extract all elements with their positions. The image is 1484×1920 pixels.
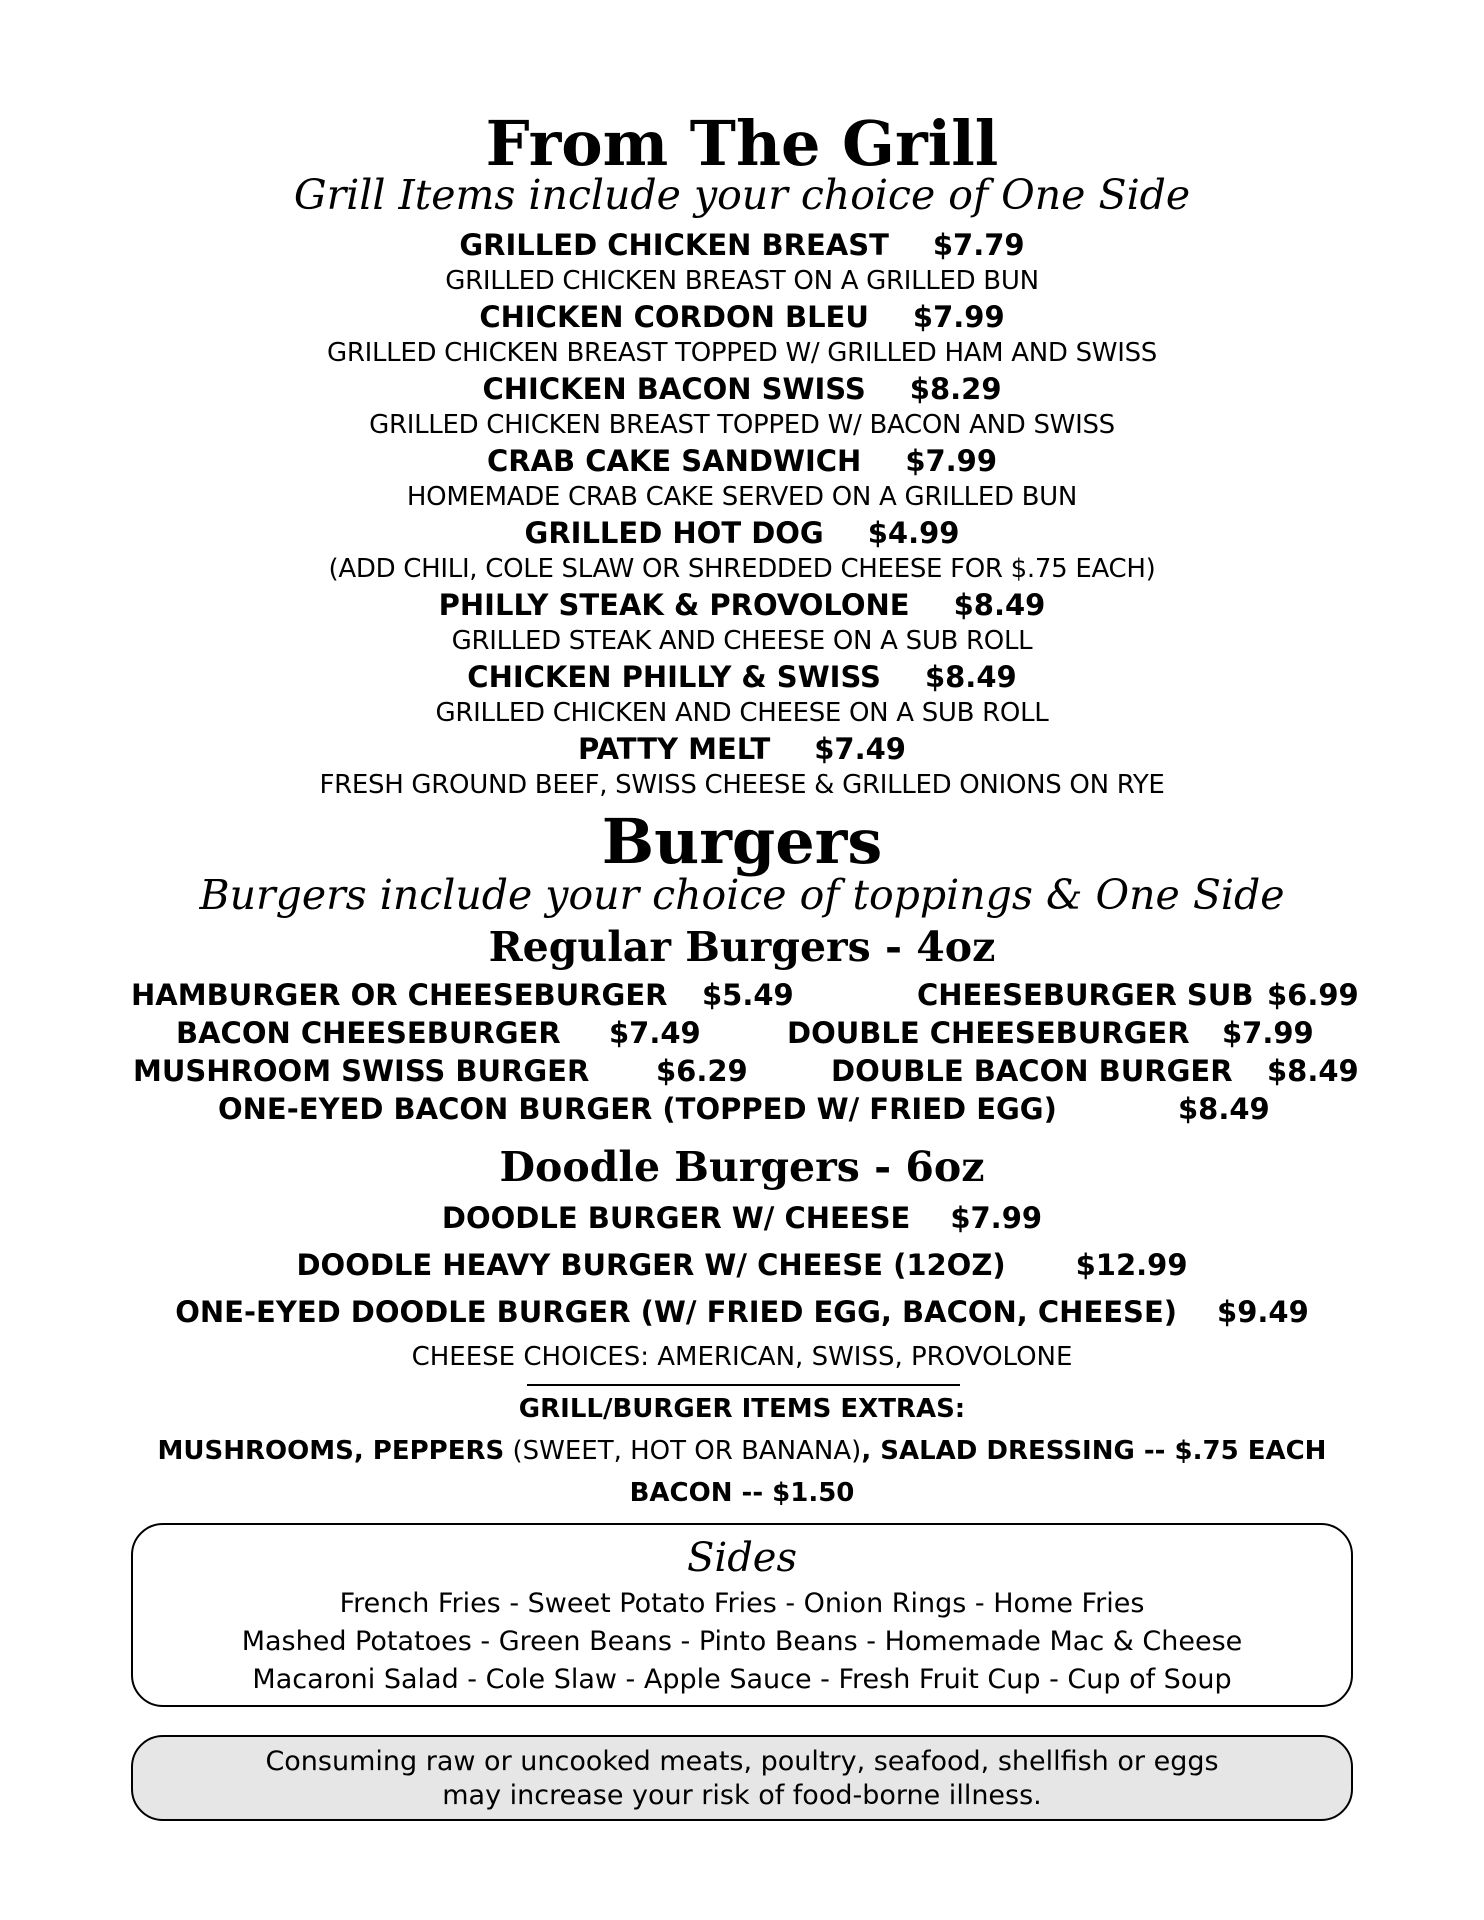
item-name: CHICKEN PHILLY & SWISS xyxy=(467,660,881,694)
warning-line: Consuming raw or uncooked meats, poultry, seafood, shellfish or eggs xyxy=(265,1746,1219,1777)
item-name: BACON CHEESEBURGER xyxy=(176,1016,561,1050)
regular-burgers-row xyxy=(0,976,1484,1014)
extras-bold-a: MUSHROOMS, PEPPERS xyxy=(157,1436,505,1466)
item-description: GRILLED STEAK AND CHEESE ON A SUB ROLL xyxy=(451,626,1033,656)
sides-title: Sides xyxy=(687,1535,797,1581)
item-name: CHICKEN BACON SWISS xyxy=(482,372,866,406)
grill-item xyxy=(0,226,1484,298)
item-description: FRESH GROUND BEEF, SWISS CHEESE & GRILLED ONIONS ON RYE xyxy=(319,770,1165,800)
item-description: GRILLED CHICKEN BREAST TOPPED W/ BACON AND SWISS xyxy=(369,410,1115,440)
item-price: $9.49 xyxy=(1217,1295,1309,1329)
grill-title: From The Grill xyxy=(485,107,999,180)
item-name: CHICKEN CORDON BLEU xyxy=(479,300,869,334)
item-description: GRILLED CHICKEN BREAST ON A GRILLED BUN xyxy=(445,266,1039,296)
item-name: CHEESEBURGER SUB xyxy=(917,978,1254,1012)
item-price: $7.49 xyxy=(814,732,906,766)
regular-burgers-title: Regular Burgers - 4oz xyxy=(488,923,996,971)
item-name: DOUBLE CHEESEBURGER xyxy=(787,1016,1190,1050)
sides-line: Mashed Potatoes - Green Beans - Pinto Beans - Homemade Mac & Cheese xyxy=(241,1626,1243,1657)
item-price: $4.99 xyxy=(867,516,960,550)
extras-line xyxy=(0,1434,1484,1468)
grill-items xyxy=(0,226,1484,802)
item-description: GRILLED CHICKEN BREAST TOPPED W/ GRILLED HAM AND SWISS xyxy=(326,338,1157,368)
regular-burgers-row xyxy=(0,1052,1484,1090)
item-name: GRILLED CHICKEN BREAST xyxy=(459,228,889,262)
item-name: MUSHROOM SWISS BURGER xyxy=(133,1054,590,1088)
item-price: $8.49 xyxy=(953,588,1046,622)
item-name: ONE-EYED BACON BURGER (TOPPED W/ FRIED EGG) xyxy=(218,1092,1057,1126)
item-description: GRILLED CHICKEN AND CHEESE ON A SUB ROLL xyxy=(435,698,1049,728)
divider xyxy=(527,1384,960,1386)
grill-item xyxy=(0,586,1484,658)
cheese-choices: CHEESE CHOICES: AMERICAN, SWISS, PROVOLONE xyxy=(411,1342,1073,1372)
grill-item xyxy=(0,370,1484,442)
item-name: HAMBURGER OR CHEESEBURGER xyxy=(131,978,668,1012)
doodle-burger-item xyxy=(0,1245,1484,1285)
sides-line: French Fries - Sweet Potato Fries - Onion Rings - Home Fries xyxy=(339,1588,1145,1619)
item-price: $6.99 xyxy=(1267,978,1359,1012)
item-price: $8.49 xyxy=(924,660,1017,694)
doodle-burgers-title: Doodle Burgers - 6oz xyxy=(499,1143,985,1191)
regular-burgers-row xyxy=(0,1090,1484,1128)
warning-line: may increase your risk of food-borne illness. xyxy=(442,1780,1042,1811)
item-name: ONE-EYED DOODLE BURGER (W/ FRIED EGG, BACON, CHEESE) xyxy=(175,1295,1178,1329)
item-price: $7.49 xyxy=(609,1016,701,1050)
extras-title: GRILL/BURGER ITEMS EXTRAS: xyxy=(518,1394,966,1424)
item-name: DOODLE BURGER W/ CHEESE xyxy=(441,1201,911,1235)
item-price: $12.99 xyxy=(1075,1248,1188,1282)
grill-item xyxy=(0,658,1484,730)
extras-bacon: BACON -- $1.50 xyxy=(629,1478,855,1508)
item-price: $6.29 xyxy=(656,1054,748,1088)
grill-item xyxy=(0,730,1484,802)
item-name: CRAB CAKE SANDWICH xyxy=(486,444,862,478)
item-price: $7.99 xyxy=(905,444,998,478)
extras-normal: (SWEET, HOT OR BANANA) xyxy=(504,1436,862,1466)
item-price: $8.29 xyxy=(909,372,1002,406)
item-name: DOODLE HEAVY BURGER W/ CHEESE (12OZ) xyxy=(296,1248,1006,1282)
item-price: $8.49 xyxy=(1178,1092,1270,1126)
sides-line: Macaroni Salad - Cole Slaw - Apple Sauce - Fresh Fruit Cup - Cup of Soup xyxy=(252,1664,1232,1695)
item-name: GRILLED HOT DOG xyxy=(524,516,824,550)
item-name: PHILLY STEAK & PROVOLONE xyxy=(438,588,910,622)
grill-item xyxy=(0,514,1484,586)
item-description: (ADD CHILI, COLE SLAW OR SHREDDED CHEESE FOR $.75 EACH) xyxy=(328,554,1156,584)
grill-subtitle: Grill Items include your choice of One Side xyxy=(293,171,1191,219)
doodle-burger-item xyxy=(0,1292,1484,1332)
grill-item xyxy=(0,298,1484,370)
item-price: $8.49 xyxy=(1267,1054,1359,1088)
item-price: $7.99 xyxy=(1222,1016,1314,1050)
grill-item xyxy=(0,442,1484,514)
item-price: $7.79 xyxy=(932,228,1025,262)
doodle-burger-item xyxy=(0,1198,1484,1238)
sides-box xyxy=(131,1523,1353,1707)
extras-bold-b: , SALAD DRESSING -- $.75 EACH xyxy=(861,1436,1327,1466)
burgers-title: Burgers xyxy=(601,805,883,878)
burgers-subtitle: Burgers include your choice of toppings & One Side xyxy=(199,871,1285,919)
item-price: $7.99 xyxy=(912,300,1005,334)
item-price: $7.99 xyxy=(950,1201,1043,1235)
item-name: PATTY MELT xyxy=(578,732,771,766)
item-description: HOMEMADE CRAB CAKE SERVED ON A GRILLED BUN xyxy=(406,482,1078,512)
regular-burgers-row xyxy=(0,1014,1484,1052)
food-safety-warning xyxy=(131,1735,1353,1821)
item-price: $5.49 xyxy=(702,978,794,1012)
item-name: DOUBLE BACON BURGER xyxy=(831,1054,1233,1088)
